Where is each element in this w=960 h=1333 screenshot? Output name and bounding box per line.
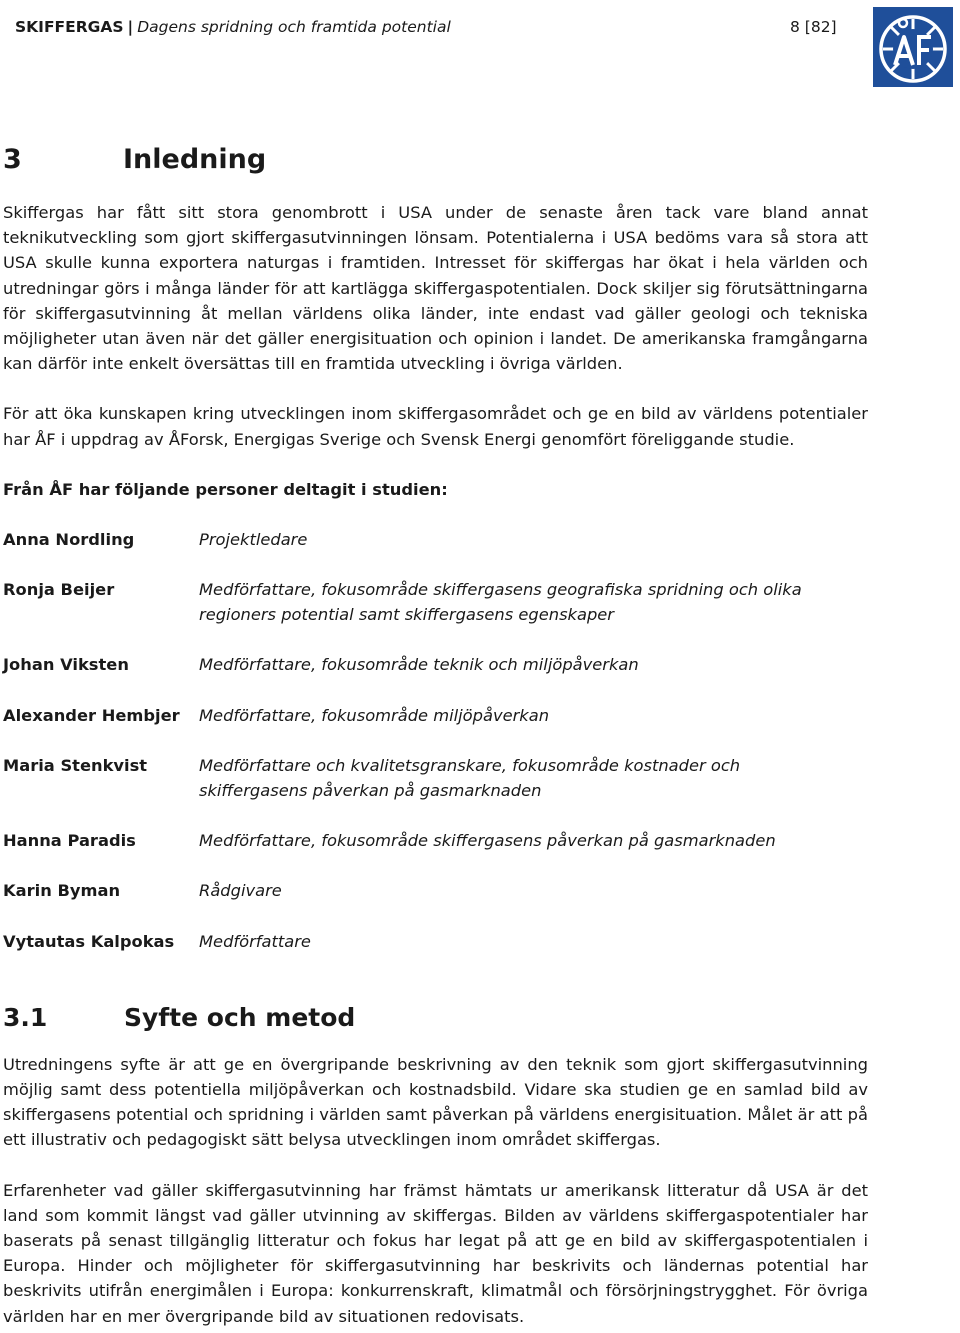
doc-subtitle: Dagens spridning och framtida potential xyxy=(137,18,451,36)
list-item xyxy=(3,929,868,954)
participant-role: Medförfattare, fokusområde skiffergasens geografiska spridning och olika regioners potential samt skiffergasens egenskaper xyxy=(199,580,802,625)
participant-role: Medförfattare xyxy=(199,931,311,951)
header-separator: | xyxy=(127,18,134,36)
page-body xyxy=(3,140,868,1329)
participant-name: Maria Stenkvist xyxy=(3,755,148,775)
page-number: 8 [82] xyxy=(790,18,837,36)
list-item xyxy=(3,527,868,552)
section-number: 3.1 xyxy=(3,1002,48,1032)
participant-name: Johan Viksten xyxy=(3,655,129,675)
participant-name: Hanna Paradis xyxy=(3,831,136,851)
page-header xyxy=(0,0,960,56)
chapter-heading xyxy=(3,140,868,180)
participants-heading: Från ÅF har följande personer deltagit i studien: xyxy=(3,479,448,499)
participants-list xyxy=(3,527,868,954)
list-item xyxy=(3,703,868,728)
participant-role: Medförfattare, fokusområde miljöpåverkan xyxy=(199,705,550,725)
list-item xyxy=(3,828,868,853)
purpose-paragraph-1: Utredningens syfte är att ge en övergripande beskrivning av den teknik som gjort skiffergasutvinning möjlig samt dess potentiella miljöpåverkan och kostnadsbild. Vidare ska studien ge en samlad bild av skiffergasens potential och spridning i världen samt påverkan på världens energisituation. Målet är att på ett illustrativ och pedagogiskt sätt belysa utvecklingen inom området skiffergas. xyxy=(3,1054,868,1150)
chapter-number: 3 xyxy=(3,144,22,175)
participant-name: Karin Byman xyxy=(3,881,121,901)
section-title: Syfte och metod xyxy=(124,1002,356,1032)
list-item xyxy=(3,577,868,627)
participant-role: Medförfattare och kvalitetsgranskare, fokusområde kostnader och skiffergasens påverkan på gasmarknaden xyxy=(199,755,741,801)
participant-role: Rådgivare xyxy=(199,881,282,901)
participant-name: Anna Nordling xyxy=(3,529,135,549)
participant-role: Medförfattare, fokusområde teknik och miljöpåverkan xyxy=(199,655,639,675)
chapter-title: Inledning xyxy=(123,144,267,175)
list-item xyxy=(3,652,868,677)
participant-name: Vytautas Kalpokas xyxy=(3,931,175,951)
intro-paragraph-2: För att öka kunskapen kring utvecklingen inom skiffergasområdet och ge en bild av världens potentialer har ÅF i uppdrag av ÅForsk, Energigas Sverige och Svensk Energi genomfört föreliggande studie. xyxy=(3,404,868,449)
intro-paragraph-1: Skiffergas har fått sitt stora genombrott i USA under de senaste åren tack vare bland annat teknikutveckling som gjort skiffergasutvinningen lönsam. Potentialerna i USA bedöms vara så stora att USA skulle kunna exportera naturgas i framtiden. Intresset för skiffergas har ökat i hela världen och utredningar görs i många länder för att kartlägga skiffergaspotentialen. Dock skiljer sig förutsättningarna för skiffergasutvinning åt mellan världens olika länder, inte endast vad gäller geologi och tekniska möjligheter utan även när det gäller energisituation och opinion i landet. De amerikanska framgångarna kan därför inte enkelt översättas till en framtida utveckling i övriga världen. xyxy=(3,203,868,374)
participant-role: Projektledare xyxy=(199,529,308,549)
doc-title: SKIFFERGAS xyxy=(15,18,124,36)
af-logo-icon xyxy=(873,7,953,87)
purpose-paragraph-2: Erfarenheter vad gäller skiffergasutvinning har främst hämtats ur amerikansk litteratur då USA är det land som kommit längst vad gäller utvinning av skiffergas. Bilden av världens skiffergaspotentialer har baserats på senast tillgänglig litteratur och fokus har legat på att ge en bild av skiffergaspotentialen i Europa. Hinder och möjligheter för skiffergasutvinning har beskrivits och ländernas potential har beskrivits utifrån energimålen i Europa: konkurrenskraft, klimatmål och försörjningstrygghet. För övriga världen har en mer övergripande bild av situationen redovisats. xyxy=(3,1180,868,1326)
participant-name: Ronja Beijer xyxy=(3,580,115,600)
running-header xyxy=(15,18,451,36)
list-item xyxy=(3,753,868,803)
section-heading xyxy=(3,998,868,1038)
participant-role: Medförfattare, fokusområde skiffergasens påverkan på gasmarknaden xyxy=(199,831,776,851)
participant-name: Alexander Hembjer xyxy=(3,705,180,725)
list-item xyxy=(3,878,868,903)
